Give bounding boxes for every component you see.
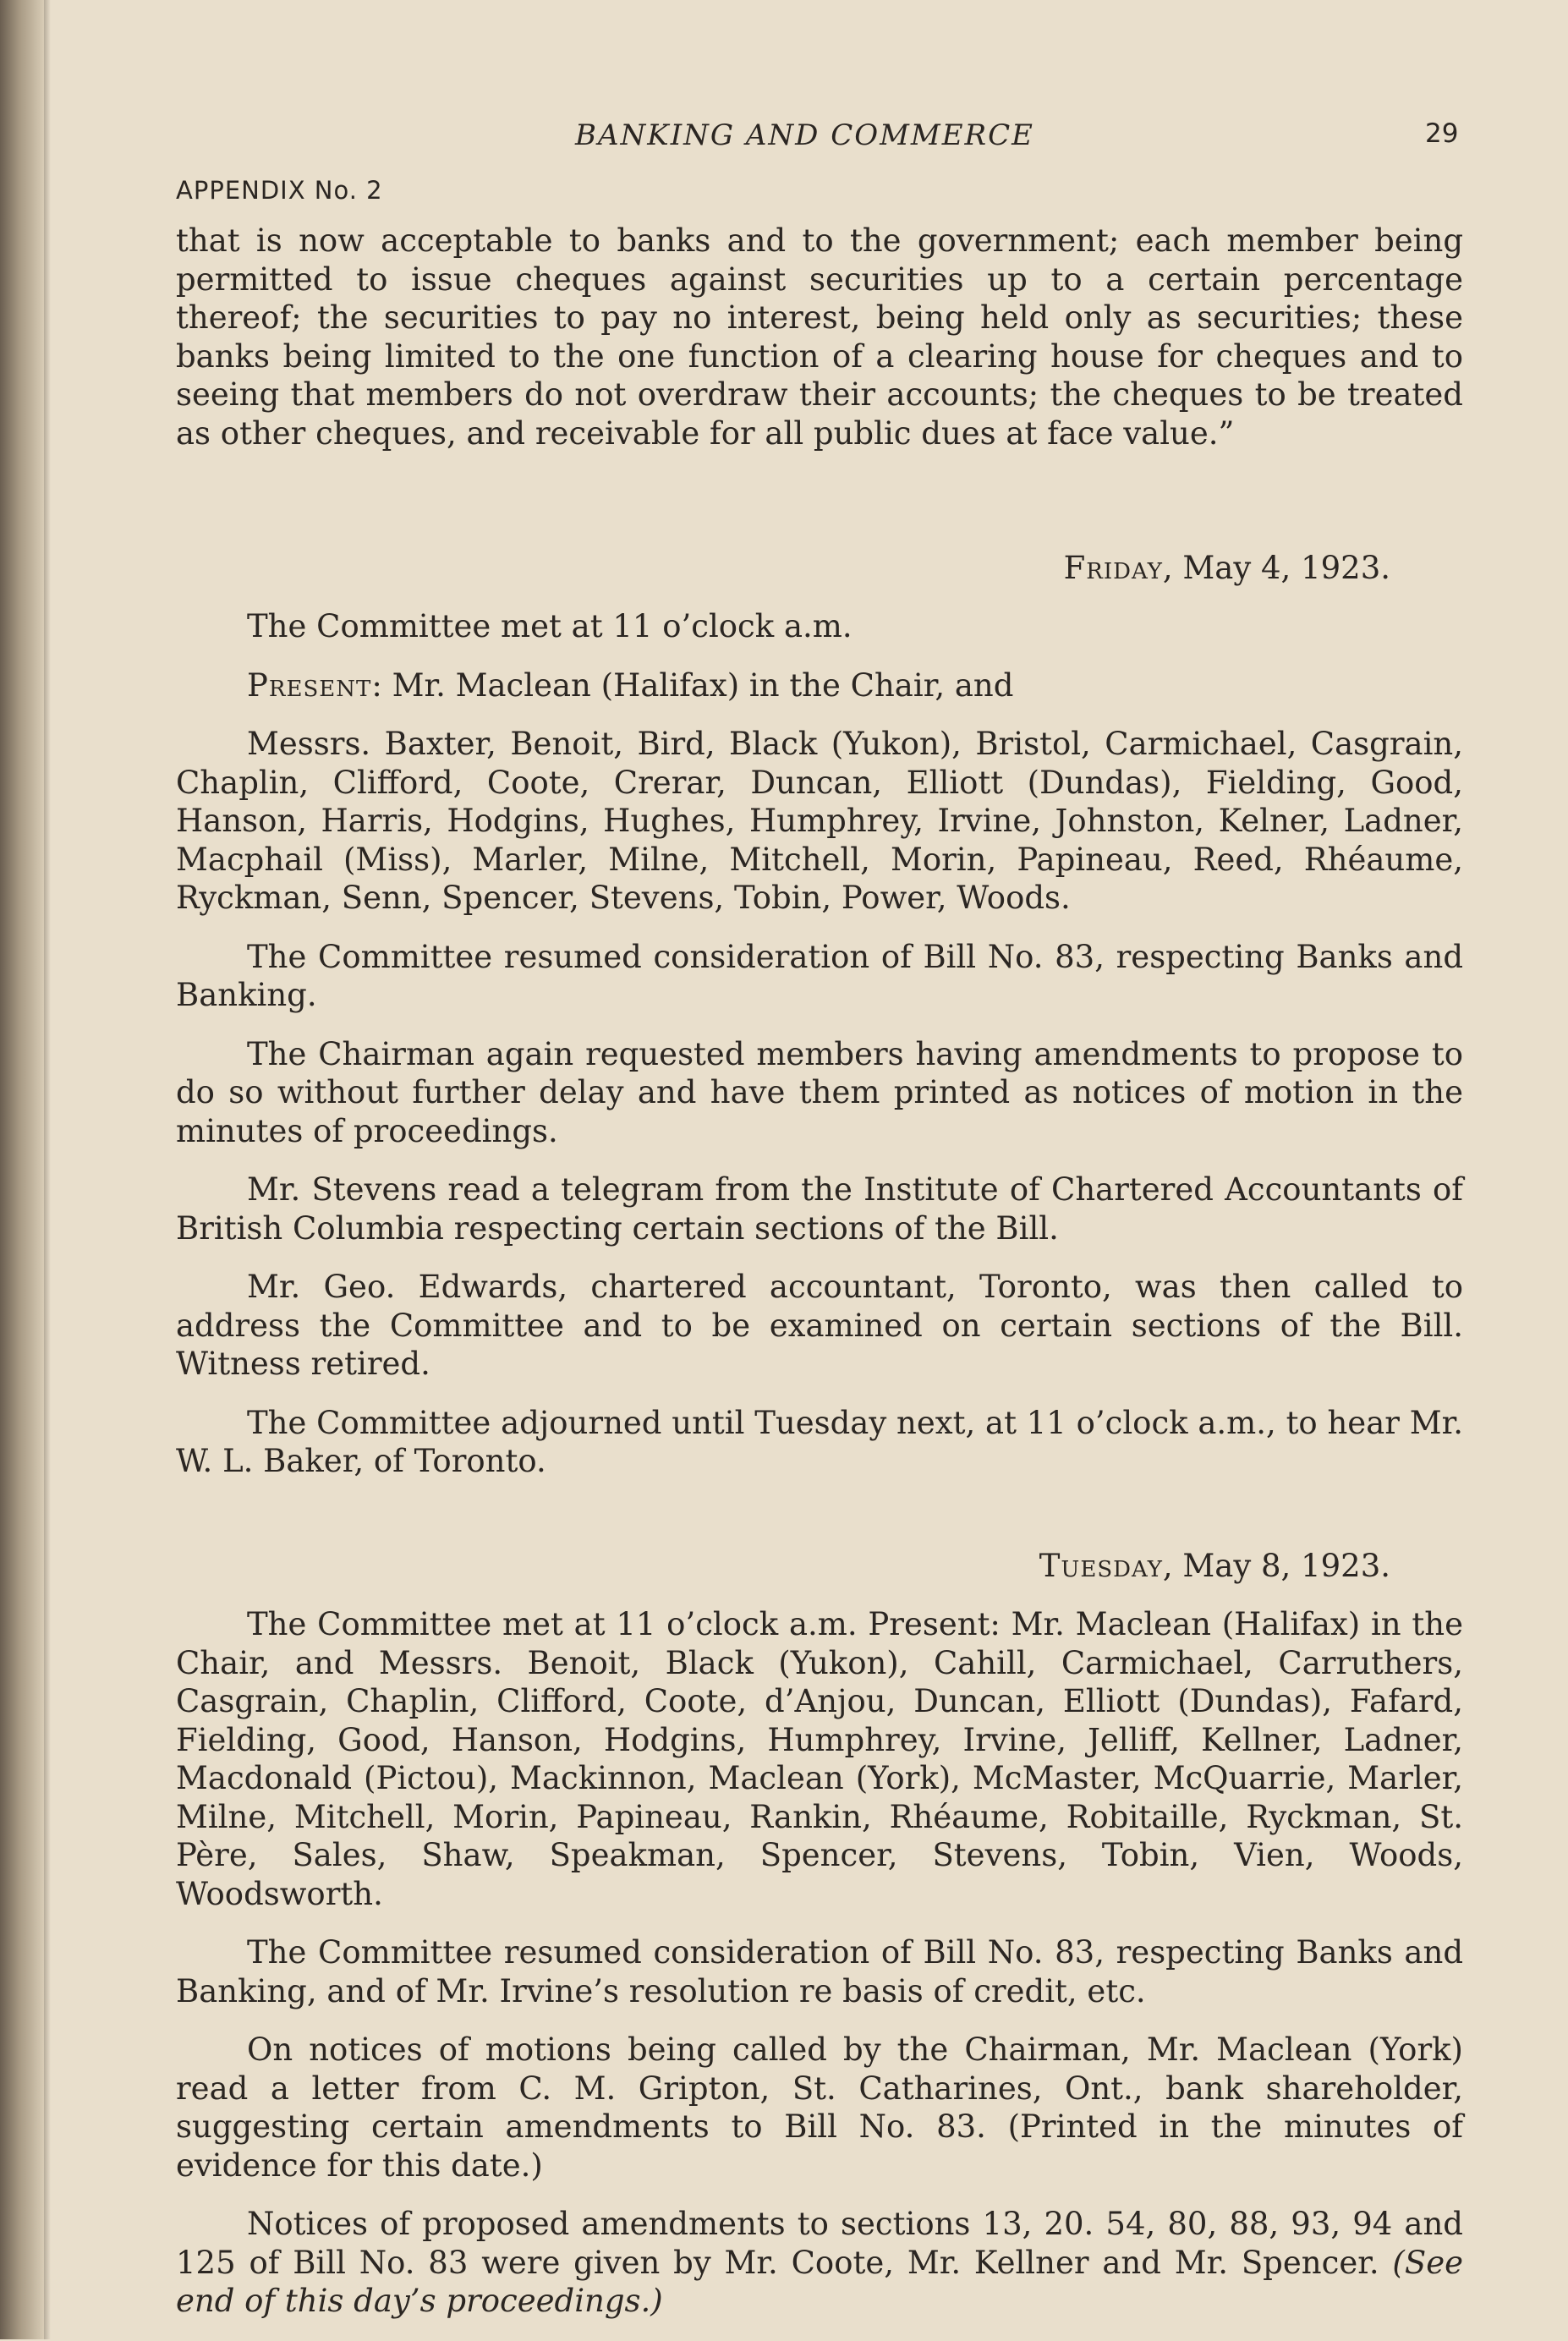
meeting-2-body	[176, 1605, 1463, 2341]
meeting-1-edwards: Mr. Geo. Edwards, chartered accountant, Toronto, was then called to address the Committee and to be examined on certain sections of the Bill. Witness retired.	[176, 1269, 1463, 1382]
page-number: 29	[1425, 118, 1459, 149]
appendix-label: APPENDIX No. 2	[176, 176, 383, 205]
meeting-1-stevens: Mr. Stevens read a telegram from the Institute of Chartered Accountants of British Columbia respecting certain sections of the Bill.	[176, 1171, 1463, 1247]
meeting-2-resumed: The Committee resumed consideration of Bill No. 83, respecting Banks and Banking, and of Mr. Irvine’s resolution re basis of credit, etc.	[176, 1934, 1463, 2009]
meeting-1-present	[176, 666, 1463, 705]
meeting-1-members: Messrs. Baxter, Benoit, Bird, Black (Yukon), Bristol, Carmichael, Casgrain, Chaplin, Clifford, Coote, Crerar, Duncan, Elliott (Dundas), Fielding, Good, Hanson, Harris, Hodgins, Hughes, Humphrey, Irvine, Johnston, Kelner, Ladner, Macphail (Miss), Marler, Milne, Mitchell, Morin, Papineau, Reed, Rhéaume, Ryckman, Senn, Spencer, Stevens, Tobin, Power, Woods.	[176, 726, 1463, 916]
carryover-paragraph: that is now acceptable to banks and to the government; each member being permitted to issue cheques against securities up to a certain percentage thereof; the securities to pay no interest, being held only as securities; these banks being limited to the one function of a clearing house for cheques and to seeing that members do not overdraw their accounts; the cheques to be treated as other cheques, and receivable for all public dues at face value.”	[176, 222, 1463, 452]
meeting-1-resumed: The Committee resumed consideration of Bill No. 83, respecting Banks and Banking.	[176, 938, 1463, 1013]
meeting-date-2	[176, 1548, 1390, 1584]
present-text: : Mr. Maclean (Halifax) in the Chair, and	[371, 666, 1014, 704]
page-edge-shadow	[44, 0, 51, 2339]
amendments-text: Notices of proposed amendments to sections 13, 20. 54, 80, 88, 93, 94 and 125 of Bill No. 83 were given by Mr. Coote, Mr. Kellner and Mr. Spencer.	[176, 2206, 1463, 2281]
meeting-1-body	[176, 607, 1463, 1501]
present-label: Present	[247, 666, 372, 704]
meeting-date-text-2: , May 8, 1923.	[1162, 1548, 1390, 1584]
meeting-1-met: The Committee met at 11 o’clock a.m.	[247, 608, 853, 644]
carryover-block	[176, 222, 1463, 473]
meeting-1-adjourned: The Committee adjourned until Tuesday next, at 11 o’clock a.m., to hear Mr. W. L. Baker, of Toronto.	[176, 1404, 1463, 1479]
meeting-1-chairman: The Chairman again requested members having amendments to propose to do so without further delay and have them printed as notices of motion in the minutes of proceedings.	[176, 1035, 1463, 1149]
meeting-date-1	[176, 550, 1390, 586]
meeting-2-amendments	[176, 2205, 1463, 2321]
running-title: BANKING AND COMMERCE	[575, 118, 1034, 152]
meeting-2-met: The Committee met at 11 o’clock a.m. Present: Mr. Maclean (Halifax) in the Chair, and Messrs. Benoit, Black (Yukon), Cahill, Carmichael, Carruthers, Casgrain, Chaplin, Clifford, Coote, d’Anjou, Duncan, Elliott (Dundas), Fafard, Fielding, Good, Hanson, Hodgins, Humphrey, Irvine, Jelliff, Kellner, Ladner, Macdonald (Pictou), Mackinnon, Maclean (York), McMaster, McQuarrie, Marler, Milne, Mitchell, Morin, Papineau, Rankin, Rhéaume, Robitaille, Ryckman, St. Père, Sales, Shaw, Speakman, Spencer, Stevens, Tobin, Vien, Woods, Woodsworth.	[176, 1606, 1463, 1912]
meeting-day-1: Friday	[1063, 550, 1163, 586]
meeting-day-2: Tuesday	[1039, 1548, 1163, 1584]
see-note: (See end of this day’s proceedings.)	[176, 2244, 1463, 2319]
meeting-date-text-1: , May 4, 1923.	[1162, 550, 1390, 586]
book-gutter	[0, 0, 44, 2339]
meeting-2-notices: On notices of motions being called by the Chairman, Mr. Maclean (York) read a letter from C. M. Gripton, St. Catharines, Ont., bank shareholder, suggesting certain amendments to Bill No. 83. (Printed in the minutes of evidence for this date.)	[176, 2031, 1463, 2184]
